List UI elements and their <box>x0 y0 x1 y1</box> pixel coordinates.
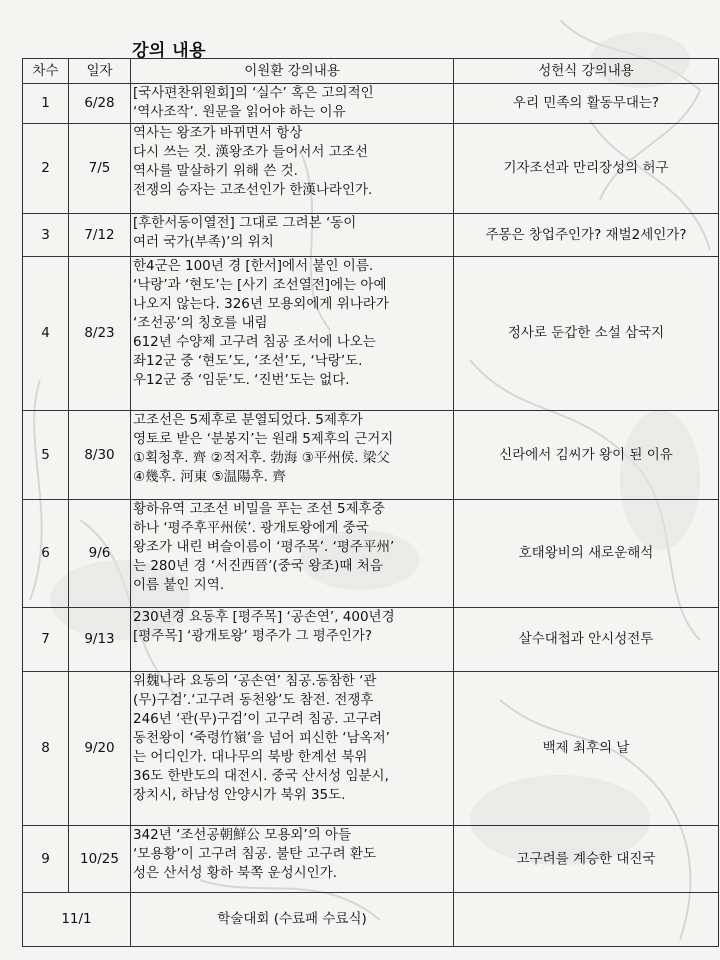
lee-lecture-cell <box>131 214 454 257</box>
final-event: 학술대회 (수료패 수료식) <box>131 893 454 947</box>
session-date: 7/5 <box>69 124 131 214</box>
final-date: 11/1 <box>23 893 131 947</box>
lecture-line: 영토로 받은 ‘분봉지’는 원래 5제후의 근거지 <box>133 431 394 447</box>
session-date: 10/25 <box>69 826 131 893</box>
table-row <box>23 500 719 608</box>
seong-lecture-cell: 백제 최후의 날 <box>454 672 719 826</box>
lecture-line: 역사는 왕조가 바뀌면서 항상 <box>133 125 303 141</box>
lecture-line: 여러 국가(부족)’의 위치 <box>133 234 274 250</box>
lee-lecture-cell <box>131 826 454 893</box>
lecture-line: ①획청후. 齊 ②적저후. 勃海 ③平州侯. 梁父 <box>133 450 390 466</box>
lee-lecture-cell <box>131 608 454 672</box>
lecture-line: ‘낙랑’과 ‘현도’는 [사기 조선열전]에는 아예 <box>133 277 387 293</box>
header-date: 일자 <box>69 59 131 84</box>
lecture-line: 이름 붙인 지역. <box>133 577 225 593</box>
page-title: 강의 내용 <box>132 41 207 61</box>
lecture-line: 성은 산서성 황하 북쪽 운성시인가. <box>133 865 338 881</box>
table-row <box>23 257 719 411</box>
lecture-line: 황하유역 고조선 비밀을 푸는 조선 5제후중 <box>133 501 385 517</box>
table-row <box>23 124 719 214</box>
lecture-line: ④幾후. 河東 ⑤温陽후. 齊 <box>133 469 286 485</box>
lecture-line: 동천왕이 ‘죽령竹嶺’을 넘어 피신한 ‘남옥저’ <box>133 730 390 746</box>
seong-lecture-cell: 기자조선과 만리장성의 허구 <box>454 124 719 214</box>
header-session: 차수 <box>23 59 69 84</box>
lecture-line: 다시 쓰는 것. 漢왕조가 들어서서 고조선 <box>133 144 368 160</box>
lecture-line: ‘모용황’이 고구려 침공. 불탄 고구려 환도 <box>133 846 376 862</box>
seong-lecture-cell: 호태왕비의 새로운해석 <box>454 500 719 608</box>
lecture-table <box>22 58 719 947</box>
lecture-line: 246년 ‘관(무)구검’이 고구려 침공. 고구려 <box>133 711 382 727</box>
session-number: 5 <box>23 411 69 500</box>
lecture-line: 좌12군 중 ‘현도’도, ‘조선’도, ‘낙랑’도. <box>133 353 363 369</box>
lee-lecture-cell <box>131 411 454 500</box>
lecture-line: 전쟁의 승자는 고조선인가 한漢나라인가. <box>133 182 373 198</box>
header-seong-lecture: 성헌식 강의내용 <box>454 59 719 84</box>
lecture-line: 230년경 요동후 [평주목] ‘공손연’, 400년경 <box>133 609 395 625</box>
session-number: 2 <box>23 124 69 214</box>
lecture-line: 612년 수양제 고구려 침공 조서에 나오는 <box>133 334 376 350</box>
seong-lecture-cell: 주몽은 창업주인가? 재벌2세인가? <box>454 214 719 257</box>
lee-lecture-cell <box>131 257 454 411</box>
lee-lecture-cell <box>131 124 454 214</box>
session-date: 9/6 <box>69 500 131 608</box>
seong-lecture-cell: 우리 민족의 활동무대는? <box>454 84 719 124</box>
header-row <box>23 59 719 84</box>
seong-lecture-cell: 고구려를 계승한 대진국 <box>454 826 719 893</box>
seong-lecture-cell: 살수대첩과 안시성전투 <box>454 608 719 672</box>
lecture-line: [평주목] ‘광개토왕’ 평주가 그 평주인가? <box>133 628 373 644</box>
lee-lecture-cell <box>131 84 454 124</box>
session-date: 8/23 <box>69 257 131 411</box>
lecture-line: 장치시, 하남성 안양시가 북위 35도. <box>133 787 346 803</box>
session-date: 7/12 <box>69 214 131 257</box>
lecture-line: 나오지 않는다. 326년 모용외에게 위나라가 <box>133 296 389 312</box>
table-row-final <box>23 893 719 947</box>
lecture-line: 역사를 말살하기 위해 쓴 것. <box>133 163 298 179</box>
table-row <box>23 672 719 826</box>
lecture-line: 36도 한반도의 대전시. 중국 산서성 임분시, <box>133 768 389 784</box>
session-date: 6/28 <box>69 84 131 124</box>
lecture-line: 고조선은 5제후로 분열되었다. 5제후가 <box>133 412 363 428</box>
seong-lecture-cell: 신라에서 김씨가 왕이 된 이유 <box>454 411 719 500</box>
table-row <box>23 411 719 500</box>
lecture-line: 위魏나라 요동의 ‘공손연’ 침공.동참한 ‘관 <box>133 673 377 689</box>
lecture-line: [국사편찬위원회]의 ‘실수’ 혹은 고의적인 <box>133 85 374 101</box>
session-date: 9/20 <box>69 672 131 826</box>
header-lee-lecture: 이원환 강의내용 <box>131 59 454 84</box>
table-row <box>23 214 719 257</box>
session-number: 8 <box>23 672 69 826</box>
table-row <box>23 84 719 124</box>
lecture-line: 342년 ‘조선공朝鮮公 모용외’의 아들 <box>133 827 352 843</box>
session-date: 9/13 <box>69 608 131 672</box>
table-row <box>23 608 719 672</box>
lecture-line: 한4군은 100년 경 [한서]에서 붙인 이름. <box>133 258 374 274</box>
lecture-line: (무)구검’.‘고구려 동천왕’도 참전. 전쟁후 <box>133 692 374 708</box>
session-number: 9 <box>23 826 69 893</box>
session-number: 1 <box>23 84 69 124</box>
lecture-line: [후한서동이열전] 그대로 그려본 ‘동이 <box>133 215 357 231</box>
session-number: 3 <box>23 214 69 257</box>
lee-lecture-cell <box>131 672 454 826</box>
lecture-line: 하나 ‘평주후平州侯’. 광개토왕에게 중국 <box>133 520 369 536</box>
session-number: 4 <box>23 257 69 411</box>
table-row <box>23 826 719 893</box>
lee-lecture-cell <box>131 500 454 608</box>
session-date: 8/30 <box>69 411 131 500</box>
lecture-line: 는 280년 경 ‘서진西晉’(중국 왕조)때 처음 <box>133 558 383 574</box>
lecture-line: ‘조선공’의 칭호를 내림 <box>133 315 268 331</box>
lecture-line: ‘역사조작’. 원문을 읽어야 하는 이유 <box>133 104 346 120</box>
session-number: 6 <box>23 500 69 608</box>
lecture-line: 왕조가 내린 벼슬이름이 ‘평주목’. ‘평주平州’ <box>133 539 395 555</box>
final-empty-cell <box>454 893 719 947</box>
lecture-line: 는 어디인가. 대나무의 북방 한계선 북위 <box>133 749 368 765</box>
lecture-line: 우12군 중 ‘임둔’도. ‘진번’도는 없다. <box>133 372 350 388</box>
session-number: 7 <box>23 608 69 672</box>
table-body <box>23 84 719 947</box>
seong-lecture-cell: 정사로 둔갑한 소설 삼국지 <box>454 257 719 411</box>
